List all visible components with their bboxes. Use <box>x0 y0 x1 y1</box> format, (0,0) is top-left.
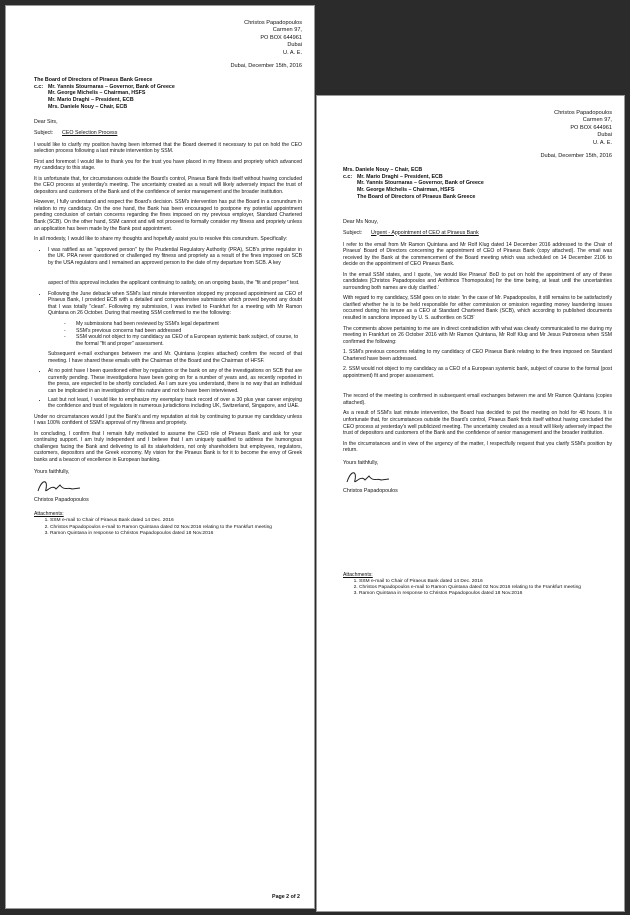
body-paragraph: The comments above pertaining to me are in direct contradiction with what was clearly communicated to me during my meeting in Frankfurt on 26 October 2016 with Mr Ramon Quintana, Mr Rolf Klug and Mr Jesus Patroness when SSM confirmed the following: <box>343 325 612 345</box>
salutation: Dear Sirs, <box>34 118 58 125</box>
subject-line <box>34 130 302 136</box>
sender-name: Christos Papadopoulos <box>554 110 612 116</box>
bullet-item: • At no point have I been questioned either by regulators or the bank on any of the investigations on SCB that are currently pending. These investigations have been going on for a number of years and, as recently reported in the press, are expected to be shortly concluded. As I am sure you understand, there is no way that an individual can be implicated in an investigation of this nature and not to have been interviewed. <box>48 368 302 394</box>
cc-list <box>34 84 302 111</box>
subject-text: CEO Selection Process <box>62 129 118 136</box>
sender-country: U. A. E. <box>593 139 612 146</box>
body-paragraph: In concluding, I confirm that I remain fully motivated to assume the CEO role of Piraeus Bank and ask for your continuing support. I am truly independent and I believe that I am uniquely qualified to address the humongous challenges facing the Bank and delivering to all its stakeholders, not only shareholders but employees, regulators, customers, depositors and the Greek economy. My vision for the Piraeus Bank is for it to become the envy of Greek banks and a beacon of excellence in European banking. <box>34 430 302 463</box>
bullet-list <box>34 368 302 409</box>
letter-page-ecb <box>317 96 624 911</box>
attachments-heading: Attachments: <box>343 571 373 578</box>
signer-name: Christos Papadopoulos <box>34 497 89 504</box>
cc-item: Mr. George Michelis – Chairman, HSFS <box>357 187 455 194</box>
signature <box>343 466 612 488</box>
attachments-list <box>343 579 612 598</box>
body-paragraph: First and foremost I would like to thank you for the trust you have placed in my fitness and propriety which advanced my candidacy to this stage. <box>34 158 302 172</box>
recipient: Mrs. Daniele Nouy – Chair, ECB <box>343 167 423 174</box>
bullet-item: • Following the June debacle when SSM's last minute intervention stopped my proposed appointment as CEO of Piraeus Bank, I provided ECB with a detailed and comprehensive submission which proved beyond any doubt that I was totally "clean". Following my submission, I was invited to Frankfurt for a meeting with Mr Ramon Quintana on 26 October. During that meeting SSM confirmed to me the following: <box>48 291 302 317</box>
sender-address <box>343 110 612 147</box>
sender-name: Christos Papadopoulos <box>244 20 302 26</box>
closing: Yours faithfully, <box>34 469 70 476</box>
body-paragraph: With regard to my candidacy, SSM goes on to state: 'In the case of Mr. Papadopoulos, it still remains to be satisfactorily clarified whether he is to be held responsible for either commission or omission regarding money laundering issues occurred during his tenure as a CEO at Standard Chartered Bank (SCB), which according to published documents resulted in sanctions imposed by U. S. authorities on SCB' <box>343 295 612 322</box>
subject-label: Subject: <box>343 229 363 236</box>
dash-item: - My submissions had been reviewed by SSM's legal department <box>76 321 302 328</box>
letter-page-board <box>6 6 314 908</box>
dash-item: - SSM's previous concerns had been addressed <box>76 328 302 335</box>
body-paragraph: In all modesty, I would like to share my thoughts and hopefully assist you to resolve this conundrum. Specifically: <box>34 236 288 243</box>
cc-item: Mr. Yannis Stournaras – Governor, Bank of Greece <box>48 83 175 90</box>
sender-city: Dubai <box>287 42 302 49</box>
attachments-list <box>34 518 302 537</box>
subject-label: Subject: <box>34 129 54 136</box>
cc-list <box>343 174 612 201</box>
body-paragraph: However, I fully understand and respect the Board's decision. SSM's intervention has put the Board in a conundrum in relation to my candidacy. On the one hand, the Bank has been encouraged to postpone my potential appointment pending conclusion of certain concerns regarding the fines imposed on my previous employer, Standard Chartered Bank (SCB). On the other hand, SSM cannot and will not proceed to formally consider my fitness and propriety unless an application has been made by the Bank post appointment. <box>34 199 302 232</box>
bullet-item: • Last but not least, I would like to emphasize my exemplary track record of over a 30 plus year career enjoying the confidence and trust of regulators in numerous jurisdictions including UK, Switzerland, Singapore, and UAE. <box>48 397 302 410</box>
body-paragraph: As a result of SSM's last minute intervention, the Board has decided to put the meeting on hold for 48 hours. It is unfortunate that, for circumstances outside the Board's control, Piraeus Bank finds itself without having concluded the CEO process at yesterday's well publicized meeting. The uncertainty created as a result will likely adversely impact the trust of depositors and customers of the Bank and the confidence of senior management and the broader institution. <box>343 410 612 437</box>
body-paragraph: The record of the meeting is confirmed in subsequent email exchanges between me and Mr Ramon Quintana (copies attached). <box>343 393 612 406</box>
closing: Yours faithfully, <box>343 459 379 466</box>
sender-country: U. A. E. <box>283 49 302 56</box>
cc-item: Mr. Yannis Stournaras – Governor, Bank of Greece <box>357 180 484 187</box>
attachment-item: 2. Christos Papadopoulos e-mail to Ramon Quintana dated 02 Nov.2016 relating to the Frankfurt meeting <box>359 585 612 591</box>
body-paragraph: I would like to clarify my position having been informed that the Board deemed it necessary to put on hold the CEO selection process following a last minute intervention by SSM. <box>34 141 302 155</box>
body-paragraph: In the circumstances and in view of the urgency of the matter, I respectfully request that you clarify SSM's position by return. <box>343 440 612 454</box>
sender-street: Carmen 97, <box>582 117 612 124</box>
bullet-item: • I was ratified as an "approved person" by the Prudential Regulatory Authority (PRA), SCB's prime regulator in the UK. PRA never questioned or challenged my fitness and propriety as a result of the fines imposed on SCB by the USA regulators and I remained an approved person to the date of my departure from SCB. A key <box>48 247 302 267</box>
attachments-heading: Attachments: <box>34 511 64 518</box>
attachment-item: 3. Ramon Quintana in response to Christos Papadopoulos dated 18 Nov.2016 <box>359 591 612 597</box>
cc-item: The Board of Directors of Piraeus Bank Greece <box>357 193 476 200</box>
recipient: The Board of Directors of Piraeus Bank Greece <box>34 77 153 84</box>
sender-pobox: PO BOX 644961 <box>570 124 612 131</box>
cc-item: Mr. Mario Draghi – President, ECB <box>48 97 134 104</box>
subject-text: Urgent - Appointment of CEO at Piraeus Bank <box>371 229 479 236</box>
salutation: Dear Ms Nouy, <box>343 218 378 225</box>
cc-label: c.c: <box>343 173 353 180</box>
body-paragraph: I refer to the email from Mr Ramon Quintana and Mr Rolf Klug dated 14 December 2016 addressed to the Chair of Piraeus' Board of Directors concerning the appointment of CEO of Piraeus Bank (copy attached). The email was received by the Bank at the commencement of the Board meeting which was scheduled on 14 December 2106 to decide on the appointment of CEO Piraeus Bank. <box>343 241 612 268</box>
letter-date: Dubai, December 15th, 2016 <box>540 153 612 160</box>
body-paragraph: In the email SSM states, and I quote, 'we would like Piraeus' BoD to put on hold the appointment of any of these candidates [Christos Papadopoulos and Anthimos Thomopoulos] for the time being, at least until the uncertainties surrounding both names are duly clarified.' <box>343 271 612 291</box>
sender-address <box>34 20 302 57</box>
body-paragraph: Under no circumstances would I put the Bank's and my reputation at risk by continuing to pursue my candidacy unless I was 100% confident of SSM's approval of my fitness and propriety. <box>34 413 302 427</box>
signer-name: Christos Papadopoulos <box>343 487 398 494</box>
bullet-list <box>34 247 302 267</box>
sender-city: Dubai <box>597 132 612 139</box>
body-paragraph: Subsequent e-mail exchanges between me and Mr. Quintana (copies attached) confirm the record of that meeting. I have shared these emails with the Chairman of the Board and the Chairman of HFSF. <box>48 351 302 364</box>
attachment-item: 1. SSM e-mail to Chair of Piraeus Bank dated 14 Dec. 2016 <box>50 518 302 524</box>
recipient-block <box>34 77 302 111</box>
letter-date: Dubai, December 15th, 2016 <box>230 63 302 70</box>
dash-list <box>34 321 302 347</box>
cc-item: Mr. Mario Draghi – President, ECB <box>357 173 443 180</box>
attachment-item: 3. Ramon Quintana in response to Christos Papadopoulos dated 18 Nov.2016 <box>50 531 302 537</box>
page-number: Page 2 of 2 <box>272 894 300 900</box>
subject-line <box>343 230 612 236</box>
cc-label: c.c: <box>34 83 44 90</box>
body-paragraph: It is unfortunate that, for circumstances outside the Board's control, Piraeus Bank finds itself without having concluded the CEO process at yesterday's meeting. The uncertainty created as a result will likely adversely impact the trust of depositors and customers of the Bank and of the confidence of senior management and the broader institution. <box>34 175 302 195</box>
signature <box>34 475 302 497</box>
sender-street: Carmen 97, <box>272 27 302 34</box>
cc-item: Mrs. Daniele Nouy – Chair, ECB <box>48 103 128 110</box>
attachment-item: 2. Christos Papadopoulos e-mail to Ramon Quintana dated 02 Nov.2016 relating to the Frankfurt meeting <box>50 525 302 531</box>
numbered-point: 1. SSM's previous concerns relating to my candidacy of CEO Piraeus Bank relating to the fines imposed on Standard Chartered have been addressed. <box>343 349 612 362</box>
bullet-continuation: aspect of this approval includes the applicant continuing to satisfy, on an ongoing basis, the "fit and proper" test. <box>48 280 300 287</box>
dash-item: - SSM would not object to my candidacy as CEO of a European systemic bank subject, of course, to the formal "fit and proper" assessment. <box>76 334 302 347</box>
sender-pobox: PO BOX 644961 <box>260 34 302 41</box>
numbered-point: 2. SSM would not object to my candidacy as a CEO of a European systemic bank, subject of course to the formal (post appointment) fit and proper assessment. <box>343 366 612 379</box>
recipient-block <box>343 167 612 201</box>
bullet-list <box>34 291 302 317</box>
attachment-item: 1. SSM e-mail to Chair of Piraeus Bank dated 14 Dec. 2016 <box>359 579 612 585</box>
cc-item: Mr. George Michelis – Chairman, HSFS <box>48 90 146 97</box>
